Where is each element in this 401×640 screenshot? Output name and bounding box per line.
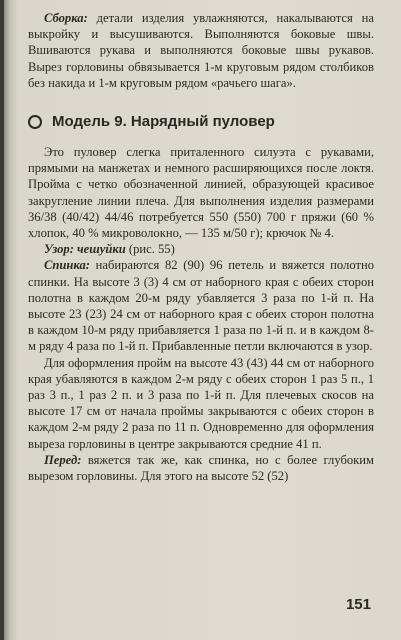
description-paragraph: Это пуловер слегка приталенного силуэта с рукавами, прямыми на манжетах и немного расширяющихся после локтя. Пройма с четко обозначенной линией, образующей красивое закругление линии плеча. Для выполнения изделия размерами 36/38 (40/42) 44/46 потребуется 550 (550) 700 г пряжи (60 % хлопок, 40 % микроволокно, — 135 м/50 г); крючок № 4. bbox=[28, 145, 374, 241]
back-lead: Спинка: bbox=[44, 258, 90, 273]
assembly-text: детали изделия увлажняются, накалываются на выкройку и высушиваются. Выполняются боковые швы. Вшиваются рукава и выполняются боковые швы рукавов. Вырез горловины обвязывается 1-м круговым рядом столбиков без накида и 1-м круговым рядом «рачьего шага». bbox=[28, 11, 374, 90]
circle-bullet-icon bbox=[28, 115, 42, 129]
pattern-lead: Узор: чешуйки bbox=[44, 242, 126, 257]
front-lead: Перед: bbox=[44, 452, 82, 467]
assembly-lead: Сборка: bbox=[44, 11, 88, 25]
back-paragraph bbox=[28, 257, 374, 354]
pattern-text: (рис. 55) bbox=[125, 242, 175, 257]
front-paragraph bbox=[28, 452, 374, 484]
pattern-paragraph bbox=[28, 241, 374, 257]
back-text: набираются 82 (90) 96 петель и вяжется полотно спинки. На высоте 3 (3) 4 см от наборного края с обеих сторон полотна в каждом 20-м ряду убавляется 3 раза по 1-й п. На высоте 23 (23) 24 см от наборного края с обеих сторон полотна в каждом 10-м ряду прибавляется 1 раза по 1-й п. и в каждом 8-м ряду 4 раза по 1-й п. Прибавленные петли включаются в узор. bbox=[28, 258, 374, 354]
armhole-paragraph: Для оформления пройм на высоте 43 (43) 44 см от наборного края убавляются в каждом 2-м ряду с обеих сторон 1 раз 5 п., 1 раз 3 п., 1 раз 2 п. и 3 раза по 1-й п. Для плечевых скосов на высоте 17 см от начала проймы закрываются с обеих сторон в каждом 2-м ряду 2 раза по 11 п. Одновременно для оформления выреза горловины в центре закрываются средние 41 п. bbox=[28, 355, 374, 451]
page-number: 151 bbox=[345, 596, 371, 613]
section-heading bbox=[28, 113, 374, 130]
section-title: Модель 9. Нарядный пуловер bbox=[52, 113, 275, 131]
page-content bbox=[28, 10, 374, 484]
assembly-paragraph bbox=[28, 10, 374, 91]
front-text: вяжется так же, как спинка, но с более глубоким вырезом горловины. Для этого на высоте 52 (52) bbox=[28, 452, 374, 484]
book-page bbox=[4, 0, 401, 640]
